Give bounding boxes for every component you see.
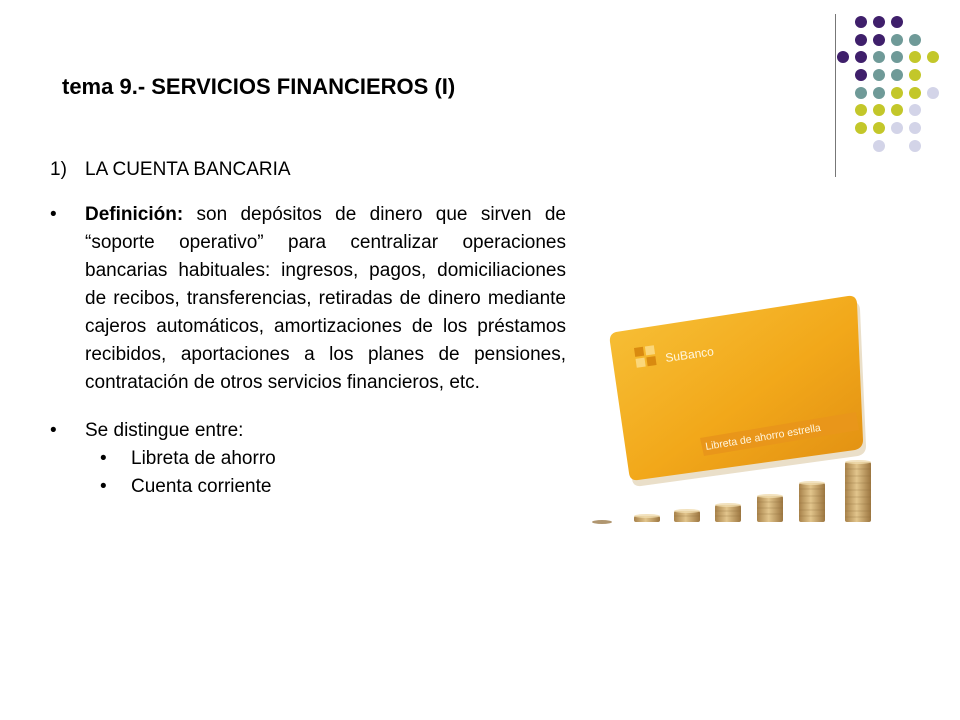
decor-dot: [891, 16, 903, 28]
type-item: [100, 473, 570, 501]
decor-dot: [855, 51, 867, 63]
decor-dot: [855, 16, 867, 28]
distinguish-bullet: [50, 417, 570, 445]
decor-dot: [873, 87, 885, 99]
slide-body: [50, 156, 570, 501]
decor-dot: [891, 51, 903, 63]
bullet-glyph: •: [50, 420, 57, 441]
decor-dot: [927, 87, 939, 99]
type-label: Cuenta corriente: [131, 476, 272, 497]
decor-dot: [909, 34, 921, 46]
section-heading: [50, 156, 570, 184]
card-caption: Libreta de ahorro estrella: [704, 421, 822, 453]
decor-dot: [855, 122, 867, 134]
definition-label: Definición:: [85, 204, 184, 225]
bullet-glyph: •: [50, 204, 57, 225]
decor-dot: [909, 104, 921, 116]
decor-dot: [891, 87, 903, 99]
decor-dot: [873, 140, 885, 152]
decor-dot: [873, 51, 885, 63]
decor-dot: [855, 34, 867, 46]
decor-dot: [909, 51, 921, 63]
passbook-card: [610, 296, 866, 486]
decor-dot: [891, 104, 903, 116]
section-number: 1): [50, 159, 67, 180]
decor-dot: [873, 16, 885, 28]
decor-dot: [855, 69, 867, 81]
decor-dot: [927, 51, 939, 63]
savings-book-illustration: [580, 290, 880, 550]
decor-dot: [909, 87, 921, 99]
bullet-glyph: •: [100, 448, 107, 469]
type-label: Libreta de ahorro: [131, 448, 276, 469]
decor-dot: [909, 122, 921, 134]
definition-paragraph: [85, 201, 566, 397]
decor-dot: [873, 104, 885, 116]
definition-bullet: [50, 201, 570, 397]
decor-dot: [837, 51, 849, 63]
decor-dot: [891, 69, 903, 81]
bullet-glyph: •: [100, 476, 107, 497]
decor-dot: [873, 122, 885, 134]
card-brand: SuBanco: [664, 344, 715, 365]
section-title: LA CUENTA BANCARIA: [85, 159, 291, 180]
decor-dot: [873, 34, 885, 46]
coin-stack: [757, 496, 783, 522]
slide-title: tema 9.- SERVICIOS FINANCIEROS (I): [62, 74, 456, 99]
definition-text: son depósitos de dinero que sirven de “soporte operativo” para centralizar operaciones bancarias habituales: ingresos, pagos, domiciliaciones de recibos, transferencias, retiradas de dinero mediante cajeros automáticos, amortizaciones de los préstamos recibidos, aportaciones a los planes de pensiones, contratación de otros servicios financieros, etc.: [85, 204, 566, 393]
decorative-vertical-rule: [835, 14, 836, 177]
decor-dot: [909, 140, 921, 152]
coin-stack: [845, 462, 871, 522]
type-item: [100, 445, 570, 473]
decor-dot: [873, 69, 885, 81]
decor-dot: [891, 122, 903, 134]
decor-dot: [855, 87, 867, 99]
decor-dot: [891, 34, 903, 46]
decor-dot: [909, 69, 921, 81]
coin-stack: [592, 520, 612, 524]
distinguish-text: Se distingue entre:: [85, 420, 244, 441]
decor-dot: [855, 104, 867, 116]
coin-stack: [715, 505, 741, 522]
